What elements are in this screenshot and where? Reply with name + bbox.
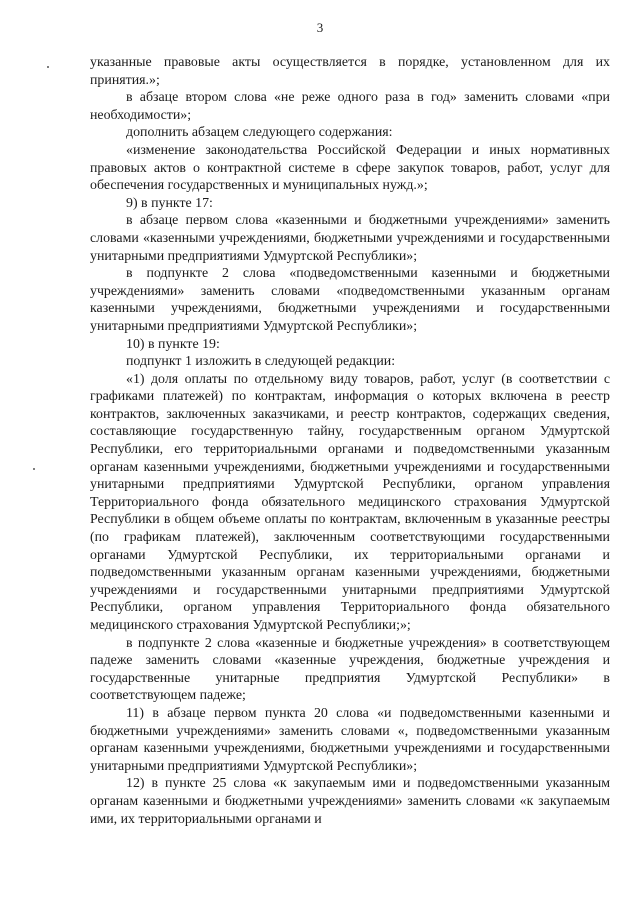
document-body (90, 54, 610, 828)
paragraph: 11) в абзаце первом пункта 20 слова «и подведомственными казенными и бюджетными учреждениями» заменить словами «, подведомственными указанным органам казенными учреждениями, бюджетными учреждениями и государственными унитарными предприятиями Удмуртской Республики»; (90, 705, 610, 774)
paragraph: в подпункте 2 слова «подведомственными казенными и бюджетными учреждениями» заменить словами «подведомственными указанным органам казенными учреждениями, бюджетными учреждениями и государственными унитарными предприятиями Удмуртской Республики»; (90, 266, 610, 334)
paragraph: 12) в пункте 25 слова «к закупаемым ими и подведомственными указанным органам казенными и бюджетными учреждениями» заменить словами «к закупаемым ими, их территориальными органами и (90, 776, 610, 827)
margin-dot (47, 66, 49, 68)
paragraph: в подпункте 2 слова «казенные и бюджетные учреждения» в соответствующем падеже заменить словами «казенные учреждения, бюджетные учреждения и государственные унитарные предприятия Удмуртской Республики» в соответствующем падеже; (90, 635, 610, 704)
margin-dot (33, 468, 35, 470)
paragraph: «1) доля оплаты по отдельному виду товаров, работ, услуг (в соответствии с графиками платежей) по контрактам, информация о которых включена в реестр контрактов, заключенных заказчиками, и реестр контрактов, содержащих сведения, составляющие государственную тайну, государственным органом Удмуртской Республики, его территориальными органами и подведомственными указанным органам казенными учреждениями, бюджетными учреждениями и государственными унитарными предприятиями Удмуртской Республики, органом управления Территориального фонда обязательного медицинского страхования Удмуртской Республики в общем объеме оплаты по контрактам, включенным в указанные реестры (по графикам платежей), заключенным соответствующими государственными органами Удмуртской Республики, их территориальными органами и подведомственными указанным органам казенными учреждениями, бюджетными учреждениями и государственными унитарными предприятиями Удмуртской Республики, органом управления Территориального фонда обязательного медицинского страхования Удмуртской Республики;»; (90, 371, 610, 633)
paragraph: дополнить абзацем следующего содержания: (126, 125, 393, 141)
paragraph: указанные правовые акты осуществляется в порядке, установленном для их принятия.»; (90, 55, 610, 88)
paragraph: в абзаце первом слова «казенными и бюджетными учреждениями» заменить словами «казенными учреждениями, бюджетными учреждениями и государственными унитарными предприятиями Удмуртской Республики»; (90, 213, 610, 264)
paragraph: подпункт 1 изложить в следующей редакции: (126, 354, 396, 370)
paragraph: в абзаце втором слова «не реже одного раза в год» заменить словами «при необходимости»; (90, 90, 610, 123)
paragraph: 9) в пункте 17: (126, 195, 213, 211)
paragraph: «изменение законодательства Российской Федерации и иных нормативных правовых актов о контрактной системе в сфере закупок товаров, работ, услуг для обеспечения государственных и муниципальных нужд.»; (90, 142, 610, 194)
paragraph: 10) в пункте 19: (126, 336, 220, 352)
page-number: 3 (316, 20, 324, 35)
